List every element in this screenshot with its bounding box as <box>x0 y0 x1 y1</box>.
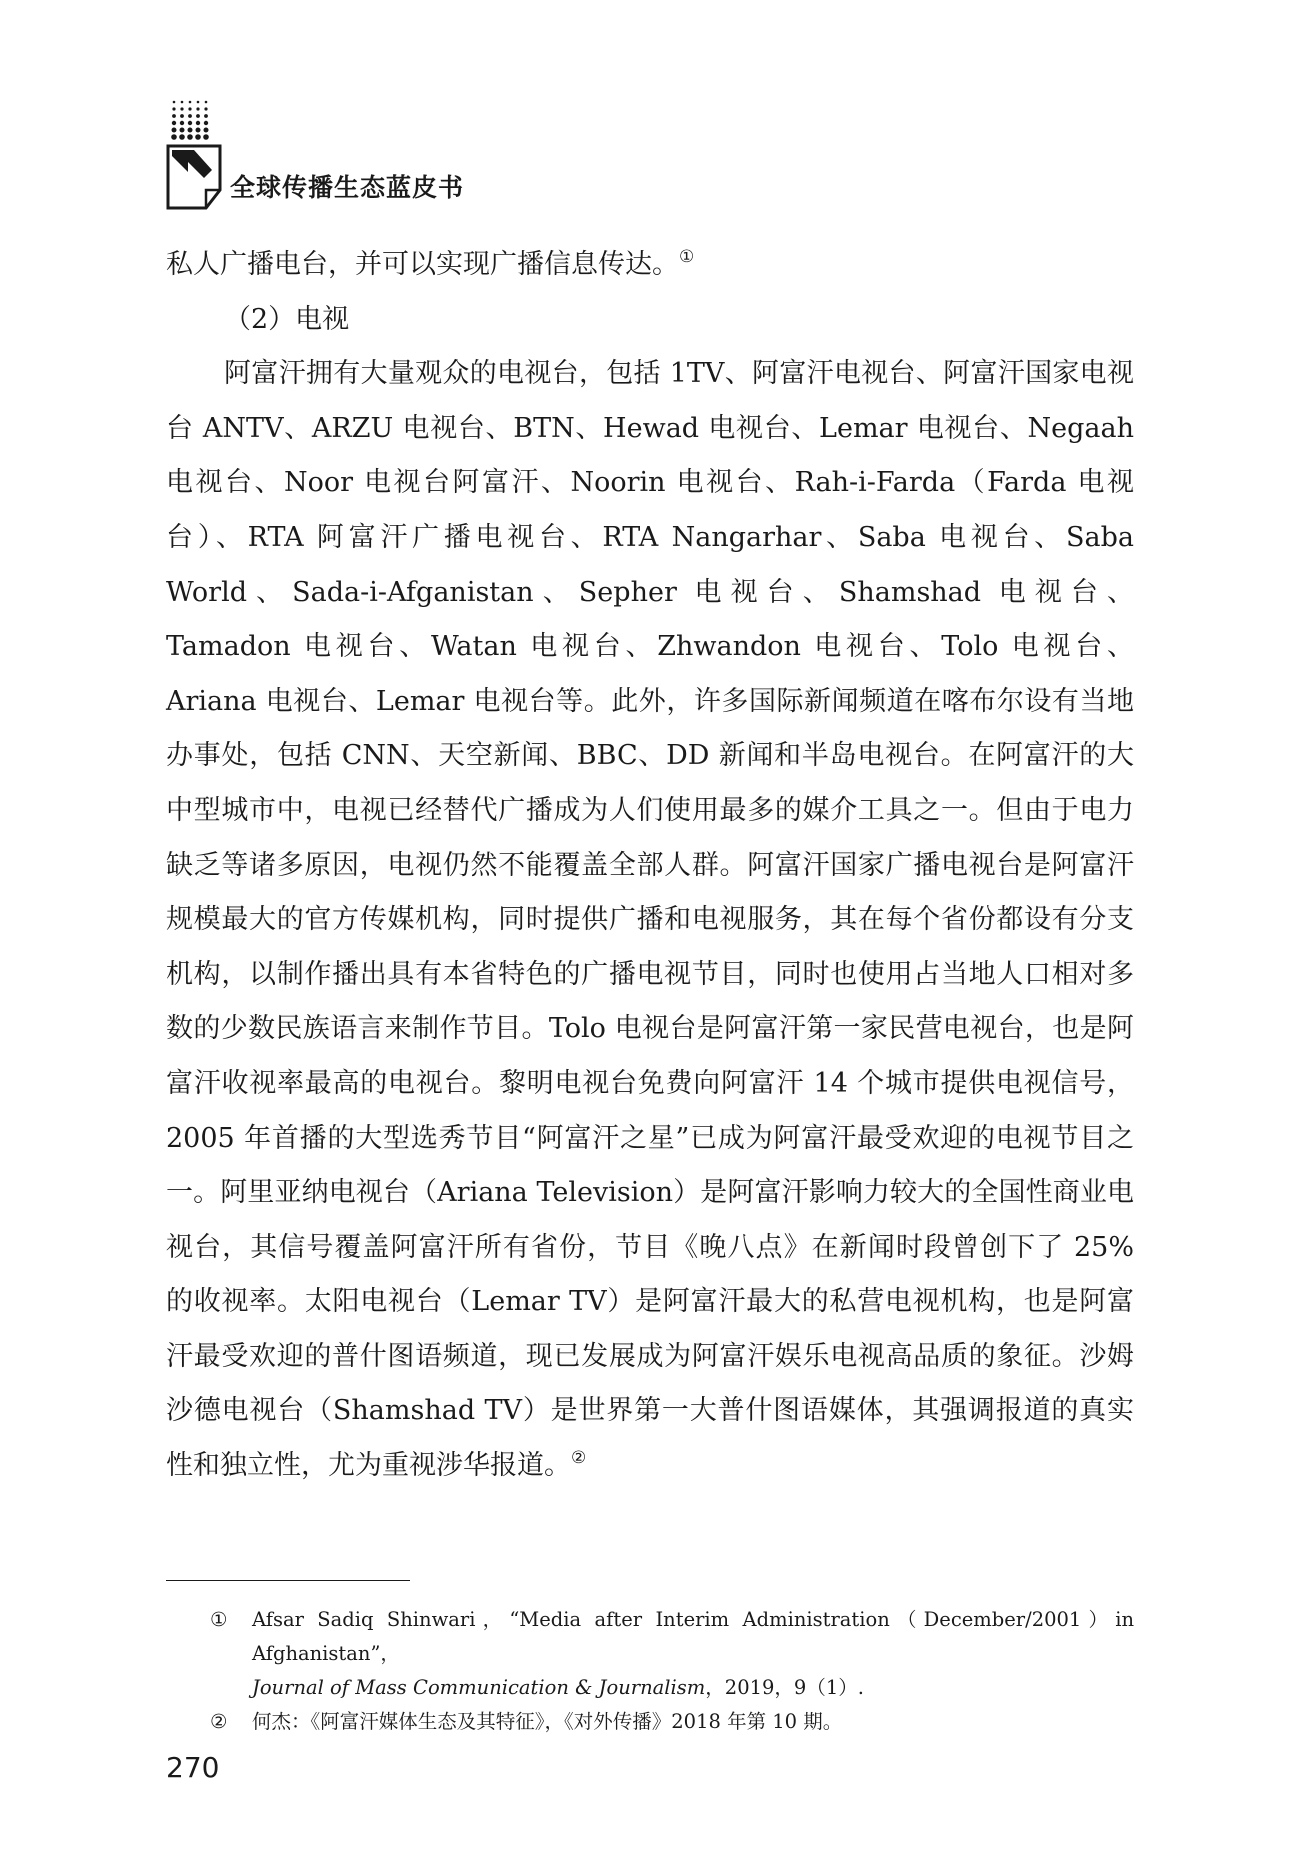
book-series-logo-icon <box>166 100 228 212</box>
footnotes <box>166 1603 1134 1739</box>
page-number: 270 <box>166 1751 220 1784</box>
paragraph-1-text: 私人广播电台，并可以实现广播信息传达。 <box>166 249 679 280</box>
arrow-shape <box>172 150 212 178</box>
footnote-2-text: 何杰：《阿富汗媒体生态及其特征》，《对外传播》2018 年第 10 期。 <box>252 1710 843 1733</box>
dot-grid <box>171 101 209 140</box>
footnote-1-journal: Journal of Mass Communication & Journalism <box>252 1676 706 1699</box>
paragraph-2 <box>166 347 1134 1493</box>
footnote-1-text-a: Afsar Sadiq Shinwari，“Media after Interim Administration（December/2001）in Afghanistan”， <box>252 1608 1134 1665</box>
series-title: 全球传播生态蓝皮书 <box>230 173 465 202</box>
footnote-1 <box>166 1603 1134 1671</box>
paragraph-2-text: 阿富汗拥有大量观众的电视台，包括 1TV、阿富汗电视台、阿富汗国家电视台 ANTV、ARZU 电视台、BTN、Hewad 电视台、Lemar 电视台、Negaah 电视台、Noor 电视台阿富汗、Noorin 电视台、Rah-i-Farda（Farda 电视台）、RTA 阿富汗广播电视台、RTA Nangarhar、Saba 电视台、Saba World、Sada-i-Afganistan、Sepher 电视台、Shamshad 电视台、Tamadon 电视台、Watan 电视台、Zhwandon 电视台、Tolo 电视台、Ariana 电视台、Lemar 电视台等。此外，许多国际新闻频道在喀布尔设有当地办事处，包括 CNN、天空新闻、BBC、DD 新闻和半岛电视台。在阿富汗的大中型城市中，电视已经替代广播成为人们使用最多的媒介工具之一。但由于电力缺乏等诸多原因，电视仍然不能覆盖全部人群。阿富汗国家广播电视台是阿富汗规模最大的官方传媒机构，同时提供广播和电视服务，其在每个省份都设有分支机构，以制作播出具有本省特色的广播电视节目，同时也使用占当地人口相对多数的少数民族语言来制作节目。Tolo 电视台是阿富汗第一家民营电视台，也是阿富汗收视率最高的电视台。黎明电视台免费向阿富汗 14 个城市提供电视信号，2005 年首播的大型选秀节目“阿富汗之星”已成为阿富汗最受欢迎的电视节目之一。阿里亚纳电视台（Ariana Television）是阿富汗影响力较大的全国性商业电视台，其信号覆盖阿富汗所有省份，节目《晚八点》在新闻时段曾创下了 25% 的收视率。太阳电视台（Lemar TV）是阿富汗最大的私营电视机构，也是阿富汗最受欢迎的普什图语频道，现已发展成为阿富汗娱乐电视高品质的象征。沙姆沙德电视台（Shamshad TV）是世界第一大普什图语媒体，其强调报道的真实性和独立性，尤为重视涉华报道。 <box>166 358 1134 1482</box>
footnote-ref-1[interactable]: ① <box>679 247 695 267</box>
footnote-2 <box>166 1705 1134 1739</box>
paragraph-1 <box>166 238 1134 293</box>
footnote-ref-2[interactable]: ② <box>571 1448 587 1469</box>
footnote-2-number: ② <box>210 1710 228 1733</box>
main-text <box>166 238 1134 1494</box>
footnote-divider <box>166 1580 410 1581</box>
footnote-1-continuation <box>166 1671 1134 1705</box>
footnote-1-number: ① <box>210 1608 228 1631</box>
footnote-1-text-b: ，2019，9（1）. <box>705 1676 864 1699</box>
section-heading: （2）电视 <box>224 303 350 335</box>
